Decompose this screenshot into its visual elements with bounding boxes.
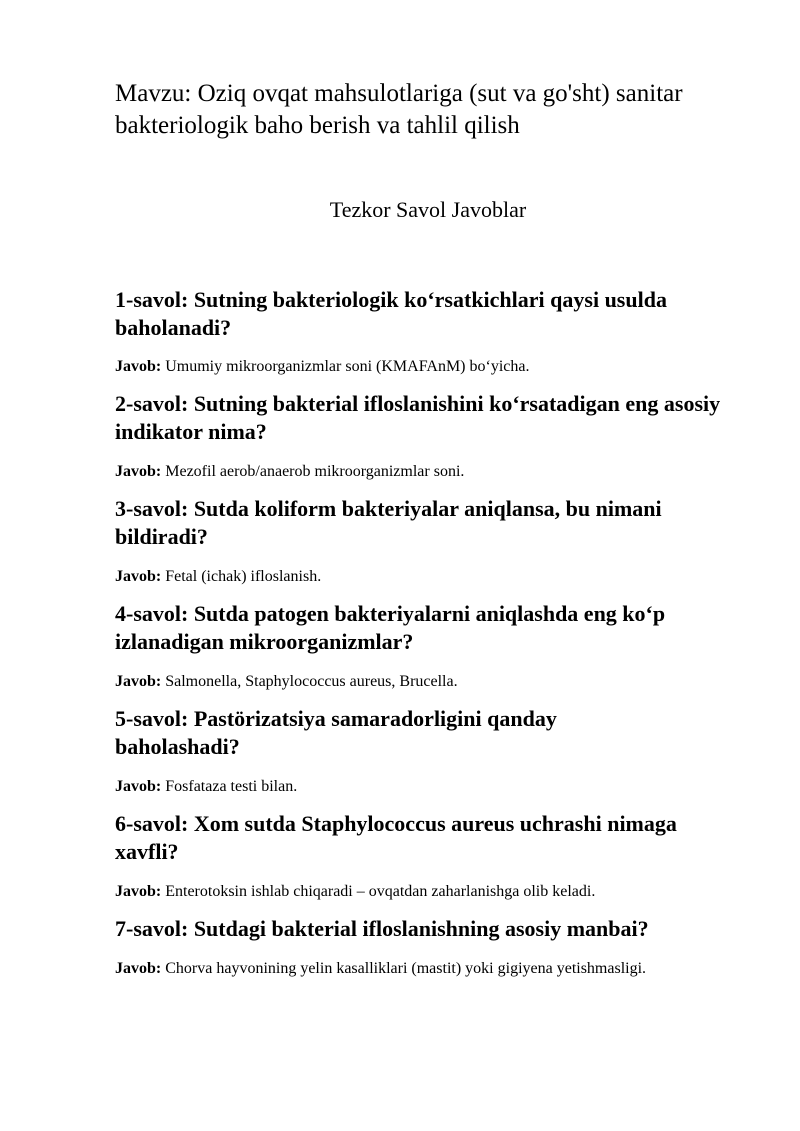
- qa-item: [115, 286, 745, 378]
- answer-text: Fosfataza testi bilan.: [165, 778, 298, 795]
- answer-2: [115, 461, 745, 483]
- answer-text: Fetal (ichak) ifloslanish.: [165, 568, 322, 585]
- question-1: 1-savol: Sutning bakteriologik ko‘rsatkichlari qaysi usulda baholanadi?: [115, 287, 667, 340]
- answer-1: [115, 356, 745, 378]
- qa-item: [115, 705, 745, 798]
- answer-5: [115, 776, 745, 798]
- answer-label: Javob:: [115, 778, 162, 795]
- answer-7: [115, 958, 745, 980]
- answer-label: Javob:: [115, 960, 162, 977]
- question-5: 5-savol: Pastörizatsiya samaradorligini qanday baholashadi?: [115, 706, 557, 759]
- answer-text: Enterotoksin ishlab chiqaradi – ovqatdan zaharlanishga olib keladi.: [165, 883, 596, 900]
- answer-label: Javob:: [115, 673, 162, 690]
- answer-label: Javob:: [115, 883, 162, 900]
- answer-text: Salmonella, Staphylococcus aureus, Brucella.: [165, 673, 458, 690]
- answer-6: [115, 881, 745, 903]
- answer-4: [115, 671, 745, 693]
- page-subtitle: Tezkor Savol Javoblar: [329, 197, 527, 222]
- answer-label: Javob:: [115, 358, 162, 375]
- answer-label: Javob:: [115, 568, 162, 585]
- qa-item: [115, 915, 745, 980]
- question-7: 7-savol: Sutdagi bakterial ifloslanishning asosiy manbai?: [115, 916, 649, 941]
- question-3: 3-savol: Sutda koliform bakteriyalar aniqlansa, bu nimani bildiradi?: [115, 496, 662, 549]
- answer-text: Umumiy mikroorganizmlar soni (KMAFAnM) bo‘yicha.: [165, 358, 530, 375]
- qa-item: [115, 810, 745, 903]
- answer-label: Javob:: [115, 463, 162, 480]
- question-2: 2-savol: Sutning bakterial ifloslanishini ko‘rsatadigan eng asosiy indikator nima?: [115, 391, 721, 444]
- document-page: [115, 0, 755, 977]
- page-title: Mavzu: Oziq ovqat mahsulotlariga (sut va go'sht) sanitar bakteriologik baho berish va tahlil qilish: [115, 80, 683, 139]
- qa-item: [115, 600, 745, 693]
- answer-3: [115, 566, 745, 588]
- question-4: 4-savol: Sutda patogen bakteriyalarni aniqlashda eng ko‘p izlanadigan mikroorganizmlar?: [115, 601, 666, 654]
- answer-text: Chorva hayvonining yelin kasalliklari (mastit) yoki gigiyena yetishmasligi.: [165, 960, 647, 977]
- qa-item: [115, 390, 745, 483]
- qa-list: [115, 286, 745, 980]
- qa-item: [115, 495, 745, 588]
- answer-text: Mezofil aerob/anaerob mikroorganizmlar soni.: [165, 463, 465, 480]
- question-6: 6-savol: Xom sutda Staphylococcus aureus uchrashi nimaga xavfli?: [115, 811, 677, 864]
